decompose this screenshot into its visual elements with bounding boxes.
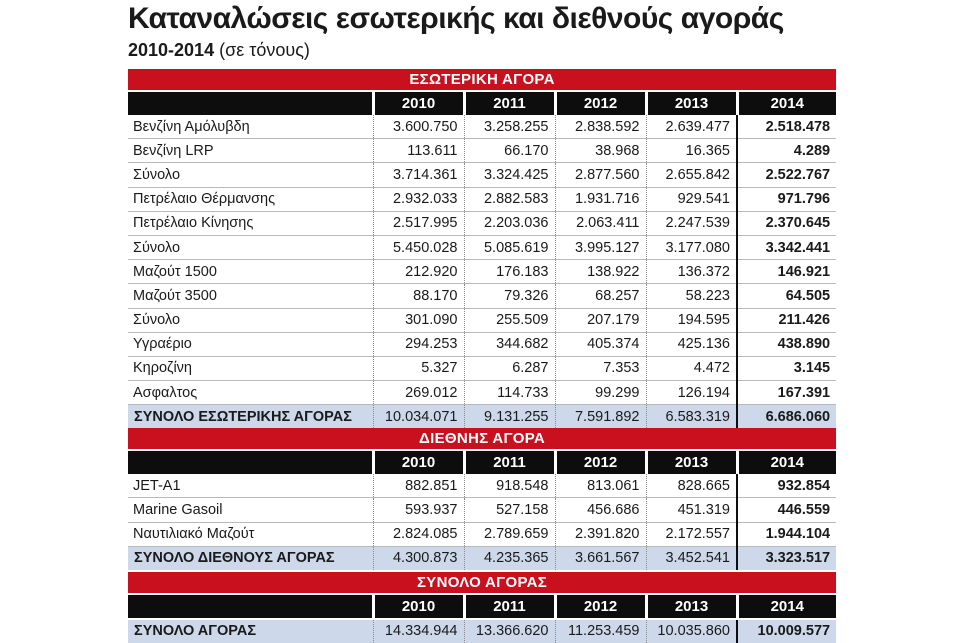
year-header-2011: 2011 bbox=[464, 595, 555, 618]
value-cell-2011: 66.170 bbox=[464, 139, 555, 163]
total-value-2013: 6.583.319 bbox=[646, 405, 737, 429]
total-value-2014: 6.686.060 bbox=[737, 405, 836, 429]
total-row bbox=[128, 546, 836, 570]
value-cell-2010: 2.517.995 bbox=[373, 211, 464, 235]
value-cell-2012: 405.374 bbox=[555, 332, 646, 356]
subtitle-years: 2010-2014 bbox=[128, 40, 215, 60]
value-cell-2014: 4.289 bbox=[737, 139, 836, 163]
year-header-blank bbox=[128, 595, 373, 618]
value-cell-2010: 113.611 bbox=[373, 139, 464, 163]
total-value-2013: 10.035.860 bbox=[646, 620, 737, 643]
value-cell-2014: 1.944.104 bbox=[737, 522, 836, 546]
table-row bbox=[128, 139, 836, 163]
value-cell-2014: 211.426 bbox=[737, 308, 836, 332]
value-cell-2013: 2.655.842 bbox=[646, 163, 737, 187]
total-label: ΣΥΝΟΛΟ ΕΣΩΤΕΡΙΚΗΣ ΑΓΟΡΑΣ bbox=[128, 405, 373, 429]
table-row bbox=[128, 235, 836, 259]
table-row bbox=[128, 211, 836, 235]
value-cell-2010: 3.714.361 bbox=[373, 163, 464, 187]
value-cell-2014: 2.518.478 bbox=[737, 115, 836, 139]
subtitle-unit: (σε τόνους) bbox=[219, 40, 310, 60]
consumption-table-body bbox=[128, 69, 836, 643]
table-row bbox=[128, 260, 836, 284]
value-cell-2012: 138.922 bbox=[555, 260, 646, 284]
value-cell-2010: 2.824.085 bbox=[373, 522, 464, 546]
value-cell-2014: 146.921 bbox=[737, 260, 836, 284]
value-cell-2012: 2.391.820 bbox=[555, 522, 646, 546]
total-value-2013: 3.452.541 bbox=[646, 546, 737, 570]
table-row bbox=[128, 356, 836, 380]
value-cell-2011: 5.085.619 bbox=[464, 235, 555, 259]
year-header-2013: 2013 bbox=[646, 451, 737, 474]
table-row bbox=[128, 284, 836, 308]
table-row bbox=[128, 332, 836, 356]
total-value-2014: 3.323.517 bbox=[737, 546, 836, 570]
value-cell-2013: 136.372 bbox=[646, 260, 737, 284]
row-label: Πετρέλαιο Κίνησης bbox=[128, 211, 373, 235]
value-cell-2011: 2.789.659 bbox=[464, 522, 555, 546]
value-cell-2010: 593.937 bbox=[373, 498, 464, 522]
value-cell-2012: 38.968 bbox=[555, 139, 646, 163]
year-header-2012: 2012 bbox=[555, 92, 646, 115]
section-heading: ΕΣΩΤΕΡΙΚΗ ΑΓΟΡΑ bbox=[128, 69, 836, 90]
year-header-2011: 2011 bbox=[464, 92, 555, 115]
value-cell-2012: 2.063.411 bbox=[555, 211, 646, 235]
value-cell-2013: 58.223 bbox=[646, 284, 737, 308]
total-value-2010: 10.034.071 bbox=[373, 405, 464, 429]
table-row bbox=[128, 381, 836, 405]
table-row bbox=[128, 187, 836, 211]
value-cell-2013: 425.136 bbox=[646, 332, 737, 356]
total-value-2010: 14.334.944 bbox=[373, 620, 464, 643]
year-header-2013: 2013 bbox=[646, 595, 737, 618]
value-cell-2010: 3.600.750 bbox=[373, 115, 464, 139]
section-header-overall bbox=[128, 572, 836, 593]
row-label: JET-A1 bbox=[128, 474, 373, 498]
value-cell-2012: 456.686 bbox=[555, 498, 646, 522]
value-cell-2010: 294.253 bbox=[373, 332, 464, 356]
value-cell-2013: 828.665 bbox=[646, 474, 737, 498]
total-value-2012: 11.253.459 bbox=[555, 620, 646, 643]
year-header-2012: 2012 bbox=[555, 595, 646, 618]
value-cell-2013: 2.639.477 bbox=[646, 115, 737, 139]
row-label: Πετρέλαιο Θέρμανσης bbox=[128, 187, 373, 211]
year-header-2012: 2012 bbox=[555, 451, 646, 474]
year-header-2010: 2010 bbox=[373, 595, 464, 618]
value-cell-2012: 3.995.127 bbox=[555, 235, 646, 259]
value-cell-2010: 301.090 bbox=[373, 308, 464, 332]
year-header-row-international bbox=[128, 451, 836, 474]
value-cell-2011: 2.882.583 bbox=[464, 187, 555, 211]
table-row bbox=[128, 308, 836, 332]
row-label: Κηροζίνη bbox=[128, 356, 373, 380]
value-cell-2013: 929.541 bbox=[646, 187, 737, 211]
value-cell-2011: 918.548 bbox=[464, 474, 555, 498]
year-header-row-overall bbox=[128, 595, 836, 618]
value-cell-2010: 269.012 bbox=[373, 381, 464, 405]
row-label: Ναυτιλιακό Μαζούτ bbox=[128, 522, 373, 546]
value-cell-2014: 932.854 bbox=[737, 474, 836, 498]
value-cell-2011: 6.287 bbox=[464, 356, 555, 380]
row-label: Marine Gasoil bbox=[128, 498, 373, 522]
year-header-row-domestic bbox=[128, 92, 836, 115]
value-cell-2013: 4.472 bbox=[646, 356, 737, 380]
value-cell-2012: 2.877.560 bbox=[555, 163, 646, 187]
value-cell-2014: 446.559 bbox=[737, 498, 836, 522]
row-label: Βενζίνη LRP bbox=[128, 139, 373, 163]
value-cell-2013: 451.319 bbox=[646, 498, 737, 522]
row-label: Υγραέριο bbox=[128, 332, 373, 356]
value-cell-2014: 3.145 bbox=[737, 356, 836, 380]
value-cell-2012: 99.299 bbox=[555, 381, 646, 405]
value-cell-2014: 64.505 bbox=[737, 284, 836, 308]
value-cell-2012: 7.353 bbox=[555, 356, 646, 380]
year-header-blank bbox=[128, 451, 373, 474]
value-cell-2011: 527.158 bbox=[464, 498, 555, 522]
value-cell-2013: 2.247.539 bbox=[646, 211, 737, 235]
page-subtitle bbox=[128, 40, 310, 61]
row-label: Μαζούτ 1500 bbox=[128, 260, 373, 284]
value-cell-2013: 126.194 bbox=[646, 381, 737, 405]
total-value-2014: 10.009.577 bbox=[737, 620, 836, 643]
total-row bbox=[128, 405, 836, 429]
value-cell-2013: 194.595 bbox=[646, 308, 737, 332]
value-cell-2014: 3.342.441 bbox=[737, 235, 836, 259]
value-cell-2014: 2.522.767 bbox=[737, 163, 836, 187]
value-cell-2010: 2.932.033 bbox=[373, 187, 464, 211]
row-label: Βενζίνη Αμόλυβδη bbox=[128, 115, 373, 139]
year-header-2014: 2014 bbox=[737, 595, 836, 618]
row-label: Μαζούτ 3500 bbox=[128, 284, 373, 308]
value-cell-2011: 255.509 bbox=[464, 308, 555, 332]
consumption-table-container bbox=[128, 69, 836, 643]
row-label: Σύνολο bbox=[128, 163, 373, 187]
value-cell-2012: 1.931.716 bbox=[555, 187, 646, 211]
section-header-international bbox=[128, 428, 836, 449]
year-header-2013: 2013 bbox=[646, 92, 737, 115]
value-cell-2011: 2.203.036 bbox=[464, 211, 555, 235]
value-cell-2013: 3.177.080 bbox=[646, 235, 737, 259]
value-cell-2011: 79.326 bbox=[464, 284, 555, 308]
row-label: Σύνολο bbox=[128, 235, 373, 259]
value-cell-2011: 114.733 bbox=[464, 381, 555, 405]
row-label: Σύνολο bbox=[128, 308, 373, 332]
year-header-2010: 2010 bbox=[373, 451, 464, 474]
value-cell-2012: 2.838.592 bbox=[555, 115, 646, 139]
consumption-table bbox=[128, 69, 836, 643]
total-value-2010: 4.300.873 bbox=[373, 546, 464, 570]
year-header-2014: 2014 bbox=[737, 92, 836, 115]
value-cell-2010: 5.327 bbox=[373, 356, 464, 380]
total-row bbox=[128, 620, 836, 643]
table-row bbox=[128, 474, 836, 498]
year-header-2010: 2010 bbox=[373, 92, 464, 115]
total-label: ΣΥΝΟΛΟ ΔΙΕΘΝΟΥΣ ΑΓΟΡΑΣ bbox=[128, 546, 373, 570]
value-cell-2011: 176.183 bbox=[464, 260, 555, 284]
year-header-2011: 2011 bbox=[464, 451, 555, 474]
year-header-blank bbox=[128, 92, 373, 115]
value-cell-2012: 68.257 bbox=[555, 284, 646, 308]
value-cell-2011: 3.324.425 bbox=[464, 163, 555, 187]
total-value-2011: 13.366.620 bbox=[464, 620, 555, 643]
value-cell-2011: 3.258.255 bbox=[464, 115, 555, 139]
year-header-2014: 2014 bbox=[737, 451, 836, 474]
total-value-2011: 4.235.365 bbox=[464, 546, 555, 570]
value-cell-2010: 88.170 bbox=[373, 284, 464, 308]
value-cell-2010: 212.920 bbox=[373, 260, 464, 284]
table-row bbox=[128, 522, 836, 546]
value-cell-2012: 207.179 bbox=[555, 308, 646, 332]
total-label: ΣΥΝΟΛΟ ΑΓΟΡΑΣ bbox=[128, 620, 373, 643]
row-label: Ασφαλτος bbox=[128, 381, 373, 405]
value-cell-2013: 2.172.557 bbox=[646, 522, 737, 546]
section-heading: ΣΥΝΟΛΟ ΑΓΟΡΑΣ bbox=[128, 572, 836, 593]
value-cell-2013: 16.365 bbox=[646, 139, 737, 163]
value-cell-2010: 5.450.028 bbox=[373, 235, 464, 259]
table-row bbox=[128, 163, 836, 187]
value-cell-2014: 438.890 bbox=[737, 332, 836, 356]
value-cell-2010: 882.851 bbox=[373, 474, 464, 498]
section-header-domestic bbox=[128, 69, 836, 90]
value-cell-2011: 344.682 bbox=[464, 332, 555, 356]
table-row bbox=[128, 115, 836, 139]
value-cell-2012: 813.061 bbox=[555, 474, 646, 498]
total-value-2012: 7.591.892 bbox=[555, 405, 646, 429]
total-value-2011: 9.131.255 bbox=[464, 405, 555, 429]
section-heading: ΔΙΕΘΝΗΣ ΑΓΟΡΑ bbox=[128, 428, 836, 449]
total-value-2012: 3.661.567 bbox=[555, 546, 646, 570]
value-cell-2014: 971.796 bbox=[737, 187, 836, 211]
page-title: Καταναλώσεις εσωτερικής και διεθνούς αγοράς bbox=[128, 2, 784, 35]
table-row bbox=[128, 498, 836, 522]
value-cell-2014: 2.370.645 bbox=[737, 211, 836, 235]
value-cell-2014: 167.391 bbox=[737, 381, 836, 405]
